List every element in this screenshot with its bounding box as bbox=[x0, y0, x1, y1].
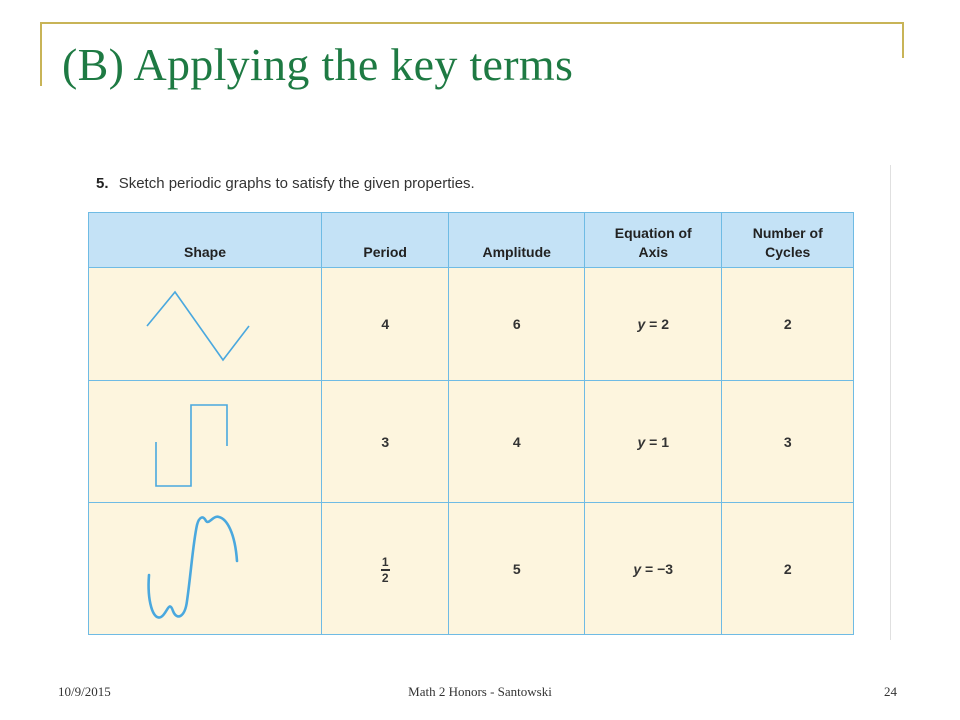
table-header-row bbox=[89, 213, 854, 268]
axis-equation-cell: y = 2 bbox=[585, 268, 722, 381]
textbook-figure bbox=[80, 165, 891, 640]
shape-cell bbox=[89, 503, 322, 635]
fraction-denominator: 2 bbox=[381, 570, 389, 585]
exercise-text: Sketch periodic graphs to satisfy the given properties. bbox=[118, 175, 475, 192]
table-row bbox=[89, 503, 854, 635]
axis-equation-cell: y = −3 bbox=[585, 503, 722, 635]
cycles-cell: 3 bbox=[722, 381, 854, 503]
slide-frame-right bbox=[902, 22, 904, 58]
table-row bbox=[89, 268, 854, 381]
slide-frame-left bbox=[40, 22, 42, 86]
amplitude-cell: 5 bbox=[449, 503, 585, 635]
shape-cell bbox=[89, 268, 322, 381]
header-shape: Shape bbox=[89, 213, 322, 268]
table-row bbox=[89, 381, 854, 503]
cycles-cell: 2 bbox=[722, 268, 854, 381]
exercise-instruction bbox=[96, 175, 475, 192]
properties-table bbox=[88, 212, 854, 635]
footer-course: Math 2 Honors - Santowski bbox=[408, 684, 552, 699]
amplitude-cell: 6 bbox=[449, 268, 585, 381]
period-cell: 4 bbox=[322, 268, 449, 381]
amplitude-cell: 4 bbox=[449, 381, 585, 503]
footer-date: 10/9/2015 bbox=[58, 684, 111, 699]
header-number-of-cycles: Number of Cycles bbox=[722, 213, 854, 268]
header-period: Period bbox=[322, 213, 449, 268]
square-wave-sketch-icon bbox=[89, 381, 321, 502]
period-cell: 3 bbox=[322, 381, 449, 503]
slide-title: (B) Applying the key terms bbox=[62, 39, 574, 90]
footer-page-number: 24 bbox=[884, 684, 897, 699]
header-equation-of-axis: Equation of Axis bbox=[585, 213, 722, 268]
axis-equation-cell: y = 1 bbox=[585, 381, 722, 503]
cycles-cell: 2 bbox=[722, 503, 854, 635]
period-cell bbox=[322, 503, 449, 635]
triangle-wave-sketch-icon bbox=[89, 268, 321, 380]
shape-cell bbox=[89, 381, 322, 503]
slide-frame-top bbox=[40, 22, 904, 24]
period-fraction bbox=[381, 556, 390, 584]
curved-wave-sketch-icon bbox=[89, 503, 321, 634]
exercise-number: 5. bbox=[96, 175, 109, 192]
header-amplitude: Amplitude bbox=[449, 213, 585, 268]
fraction-numerator: 1 bbox=[381, 555, 389, 570]
